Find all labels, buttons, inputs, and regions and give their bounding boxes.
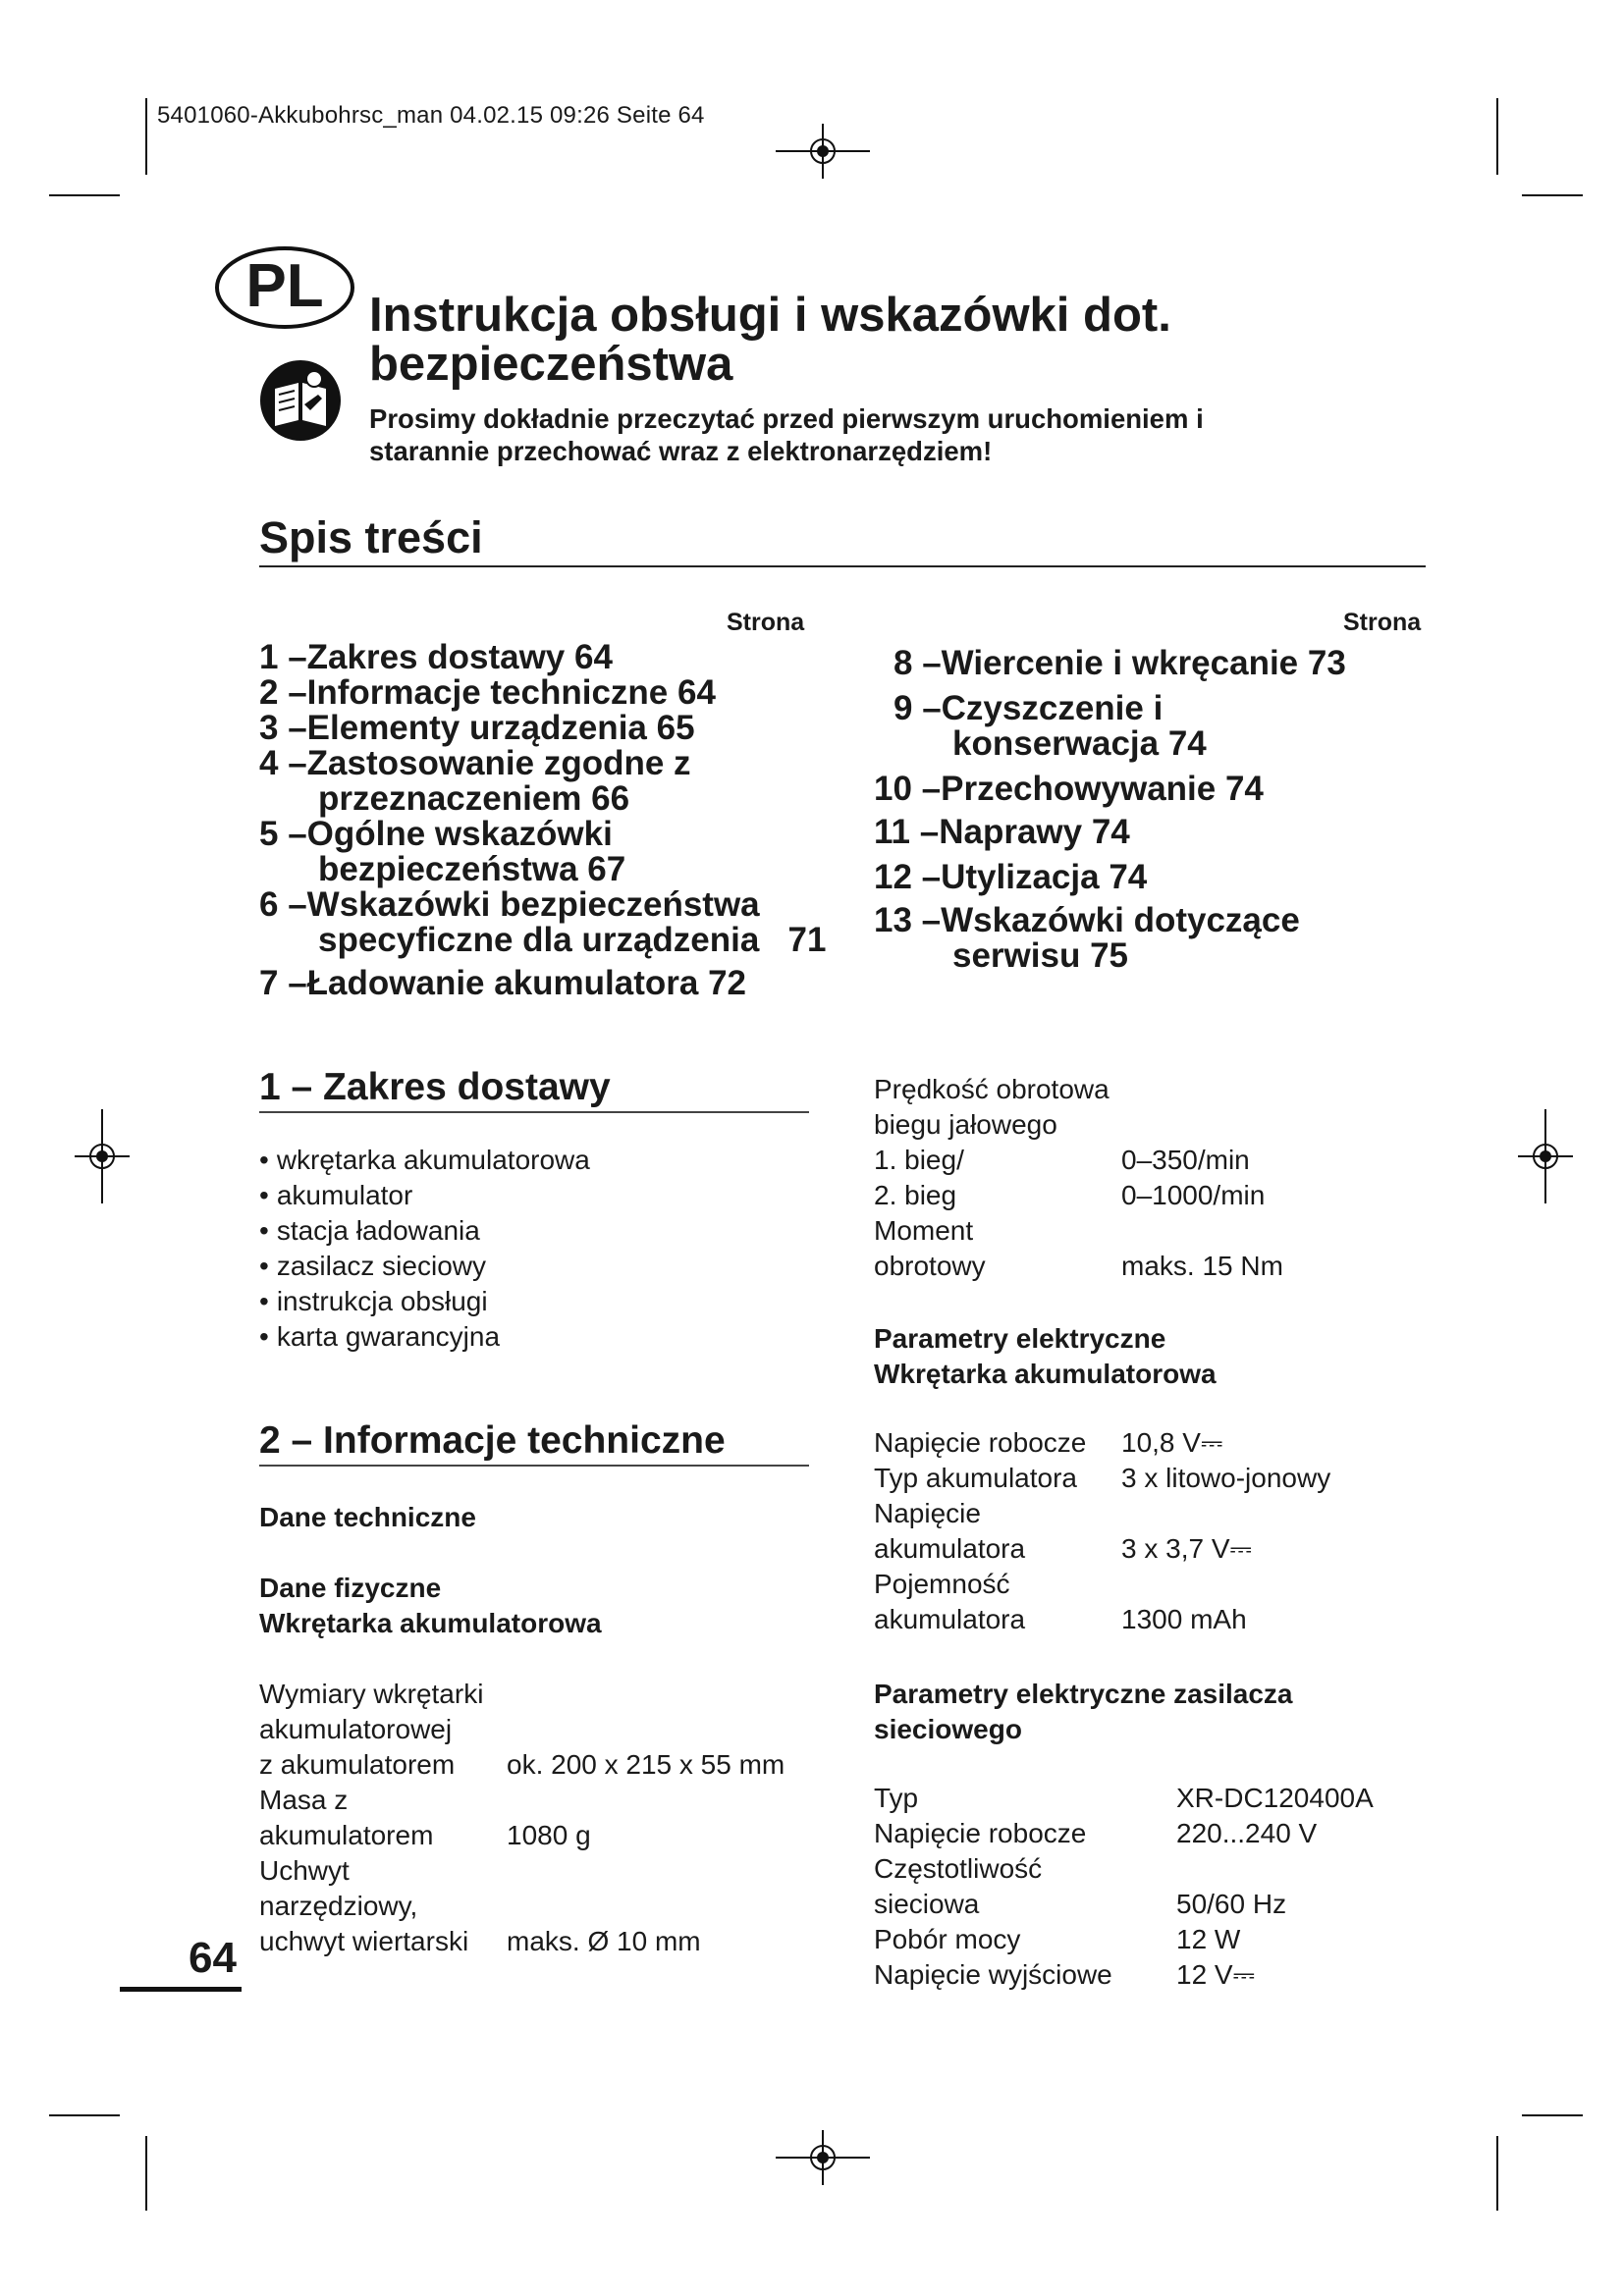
toc-entry[interactable]	[259, 675, 716, 711]
spec-value: maks. 15 Nm	[1121, 1251, 1283, 1281]
page-title-line: bezpieczeństwa	[369, 338, 733, 391]
toc-entry[interactable]	[874, 860, 1147, 895]
spec-label	[259, 1677, 507, 1783]
toc-entry-text: Wskazówki bezpieczeństwa	[306, 885, 760, 924]
crop-mark	[145, 2136, 147, 2211]
toc-heading: Spis treści	[259, 512, 483, 562]
spec-row	[874, 1851, 1374, 1922]
toc-entry[interactable]	[259, 887, 826, 958]
toc-entry-text: Czyszczenie i	[941, 689, 1164, 727]
spec-row	[874, 1922, 1374, 1957]
spec-label-line: sieciowa	[874, 1889, 980, 1919]
toc-entry-number: 3 –	[259, 709, 307, 747]
page-number: 64	[189, 1934, 237, 1982]
section-rule	[259, 1111, 809, 1113]
spec-label	[259, 1853, 507, 1959]
spec-value: 1300 mAh	[1121, 1604, 1247, 1634]
spec-label	[874, 1851, 1176, 1922]
mechanical-spec-table	[874, 1072, 1283, 1284]
spec-value: 3 x litowo-jonowy	[1121, 1463, 1331, 1493]
spec-label-line: Uchwyt	[259, 1855, 350, 1886]
spec-row	[874, 1213, 1283, 1284]
spec-label-line: akumulatora	[874, 1604, 1026, 1634]
spec-label	[874, 1072, 1121, 1143]
toc-page-label: Strona	[1343, 609, 1422, 636]
spec-row	[874, 1072, 1283, 1143]
list-item: • instrukcja obsługi	[259, 1284, 590, 1319]
subheading	[874, 1677, 1293, 1747]
toc-entry-continuation: przeznaczeniem 66	[318, 779, 630, 818]
spec-value: 0–1000/min	[1121, 1180, 1266, 1210]
toc-entry-text: Zakres dostawy 64	[306, 638, 613, 676]
spec-label: Napięcie robocze	[874, 1818, 1087, 1848]
spec-row	[259, 1677, 785, 1783]
subheading-line: Parametry elektryczne	[874, 1323, 1166, 1354]
spec-value: 220...240 V	[1176, 1818, 1318, 1848]
spec-label-line: uchwyt wiertarski	[259, 1926, 469, 1956]
spec-label-line: Pojemność	[874, 1569, 1010, 1599]
toc-entry-text: Ładowanie akumulatora 72	[306, 964, 747, 1002]
read-manual-icon	[259, 359, 342, 442]
language-badge-label: PL	[245, 252, 324, 320]
toc-entry-text: Zastosowanie zgodne z	[306, 744, 691, 782]
list-item: • karta gwarancyjna	[259, 1319, 590, 1355]
spec-value: 1080 g	[507, 1820, 591, 1850]
spec-value: 12 W	[1176, 1924, 1241, 1954]
toc-entry-number: 8 –	[893, 644, 942, 682]
spec-label: Typ akumulatora	[874, 1463, 1077, 1493]
spec-label-line: Częstotliwość	[874, 1853, 1043, 1884]
toc-entry-number: 1 –	[259, 638, 307, 676]
spec-value: ok. 200 x 215 x 55 mm	[507, 1749, 785, 1780]
spec-label	[874, 1567, 1121, 1637]
toc-entry-text: Informacje techniczne 64	[306, 673, 716, 712]
psu-spec-table	[874, 1781, 1374, 1993]
toc-entry-number: 7 –	[259, 964, 307, 1002]
toc-rule	[259, 565, 1426, 567]
spec-label-line: Wymiary wkrętarki	[259, 1679, 484, 1709]
toc-entry-number: 10 –	[874, 770, 942, 808]
toc-entry-number: 9 –	[893, 689, 942, 727]
spec-label-line: akumulatorem	[259, 1820, 434, 1850]
crop-mark	[1496, 98, 1498, 175]
spec-label-line: akumulatora	[874, 1533, 1026, 1564]
toc-entry-text: Naprawy 74	[939, 813, 1130, 851]
registration-mark-icon	[1518, 1109, 1573, 1203]
toc-entry-text: Ogólne wskazówki	[306, 815, 613, 853]
print-header: 5401060-Akkubohrsc_man 04.02.15 09:26 Seite 64	[157, 102, 705, 129]
spec-label	[259, 1783, 507, 1853]
toc-entry[interactable]	[874, 772, 1264, 807]
toc-entry-text: Elementy urządzenia 65	[306, 709, 695, 747]
spec-label: 1. bieg/	[874, 1145, 964, 1175]
subheading-line: Dane fizyczne	[259, 1573, 442, 1603]
toc-entry[interactable]	[259, 746, 691, 817]
spec-label	[874, 1213, 1121, 1284]
spec-label-line: Napięcie	[874, 1498, 981, 1528]
toc-entry-text: Przechowywanie 74	[941, 770, 1264, 808]
subtitle-line: starannie przechować wraz z elektronarzędziem!	[369, 436, 993, 466]
toc-entry-number: 6 –	[259, 885, 307, 924]
subheading: Dane techniczne	[259, 1502, 476, 1532]
toc-entry-text: Wskazówki dotyczące	[941, 901, 1300, 939]
toc-entry[interactable]	[259, 711, 695, 746]
toc-entry-number: 5 –	[259, 815, 307, 853]
spec-label: Napięcie robocze	[874, 1427, 1087, 1458]
spec-label-line: biegu jałowego	[874, 1109, 1057, 1140]
spec-row	[874, 1425, 1330, 1461]
list-item: • stacja ładowania	[259, 1213, 590, 1249]
spec-value	[1121, 1072, 1283, 1143]
physical-spec-table	[259, 1677, 785, 1959]
spec-label: 2. bieg	[874, 1180, 957, 1210]
subheading-line: Wkrętarka akumulatorowa	[874, 1359, 1217, 1389]
toc-entry[interactable]	[259, 640, 613, 675]
toc-entry-continuation: bezpieczeństwa 67	[318, 850, 626, 888]
toc-entry[interactable]	[259, 817, 625, 887]
section-heading: 2 – Informacje techniczne	[259, 1419, 726, 1462]
spec-row	[874, 1496, 1330, 1567]
page-title	[369, 291, 1171, 389]
spec-value: XR-DC120400A	[1176, 1783, 1374, 1813]
spec-label	[874, 1496, 1121, 1567]
spec-row	[874, 1816, 1374, 1851]
toc-entry-text: Wiercenie i wkręcanie 73	[941, 644, 1346, 682]
subheading-line: Parametry elektryczne zasilacza	[874, 1679, 1293, 1709]
spec-row	[874, 1781, 1374, 1816]
spec-row	[874, 1143, 1283, 1178]
section-rule	[259, 1465, 809, 1467]
spec-value: 3 x 3,7 V⎓	[1121, 1533, 1252, 1564]
spec-label-line: akumulatorowej	[259, 1714, 453, 1744]
spec-value: 50/60 Hz	[1176, 1889, 1287, 1919]
registration-mark-icon	[75, 1109, 130, 1203]
delivery-list	[259, 1143, 590, 1355]
toc-entry-number: 12 –	[874, 858, 942, 896]
subheading-line: Wkrętarka akumulatorowa	[259, 1608, 602, 1638]
spec-row	[874, 1957, 1374, 1993]
toc-entry[interactable]	[893, 646, 1346, 681]
spec-label: Pobór mocy	[874, 1924, 1021, 1954]
page-subtitle	[369, 402, 1204, 467]
subheading-line: sieciowego	[874, 1714, 1022, 1744]
crop-mark	[1522, 2114, 1583, 2116]
spec-label-line: narzędziowy,	[259, 1891, 418, 1921]
toc-entry-text: Utylizacja 74	[941, 858, 1148, 896]
section-heading: 1 – Zakres dostawy	[259, 1066, 611, 1108]
spec-label: Typ	[874, 1783, 919, 1813]
spec-value: 0–350/min	[1121, 1145, 1250, 1175]
toc-entry-continuation: serwisu 75	[952, 936, 1128, 975]
toc-entry[interactable]	[874, 815, 1130, 850]
toc-entry[interactable]	[893, 691, 1207, 762]
list-item: • wkrętarka akumulatorowa	[259, 1143, 590, 1178]
spec-label-line: Moment	[874, 1215, 974, 1246]
subheading	[259, 1571, 602, 1641]
list-item: • zasilacz sieciowy	[259, 1249, 590, 1284]
spec-label-line: obrotowy	[874, 1251, 986, 1281]
toc-entry-continuation: specyficzne dla urządzenia 71	[318, 921, 827, 959]
language-badge	[214, 245, 355, 330]
toc-entry[interactable]	[259, 966, 746, 1001]
list-item: • akumulator	[259, 1178, 590, 1213]
spec-row	[259, 1853, 785, 1959]
spec-row	[874, 1461, 1330, 1496]
toc-entry-number: 13 –	[874, 901, 942, 939]
spec-value: maks. Ø 10 mm	[507, 1926, 701, 1956]
crop-mark	[1522, 194, 1583, 196]
crop-mark	[49, 194, 120, 196]
page-number-rule	[120, 1987, 242, 1992]
spec-label-line: z akumulatorem	[259, 1749, 456, 1780]
electrical-spec-table	[874, 1425, 1330, 1637]
toc-entry-continuation: konserwacja 74	[952, 724, 1207, 763]
toc-entry-number: 2 –	[259, 673, 307, 712]
registration-mark-icon	[776, 2130, 870, 2185]
spec-value: 12 V⎓	[1176, 1959, 1255, 1990]
page-title-line: Instrukcja obsługi i wskazówki dot.	[369, 289, 1171, 342]
crop-mark	[145, 98, 147, 175]
crop-mark	[1496, 2136, 1498, 2211]
spec-row	[259, 1783, 785, 1853]
spec-label-line: Masa z	[259, 1785, 349, 1815]
spec-value: 10,8 V⎓	[1121, 1427, 1223, 1458]
subheading	[874, 1321, 1217, 1392]
spec-row	[874, 1178, 1283, 1213]
toc-page-label: Strona	[727, 609, 805, 636]
spec-row	[874, 1567, 1330, 1637]
toc-entry-number: 11 –	[874, 813, 940, 851]
registration-mark-icon	[776, 124, 870, 179]
toc-entry[interactable]	[874, 903, 1300, 974]
toc-entry-number: 4 –	[259, 744, 307, 782]
subtitle-line: Prosimy dokładnie przeczytać przed pierwszym uruchomieniem i	[369, 403, 1204, 434]
spec-label: Napięcie wyjściowe	[874, 1959, 1112, 1990]
crop-mark	[49, 2114, 120, 2116]
spec-label-line: Prędkość obrotowa	[874, 1074, 1110, 1104]
